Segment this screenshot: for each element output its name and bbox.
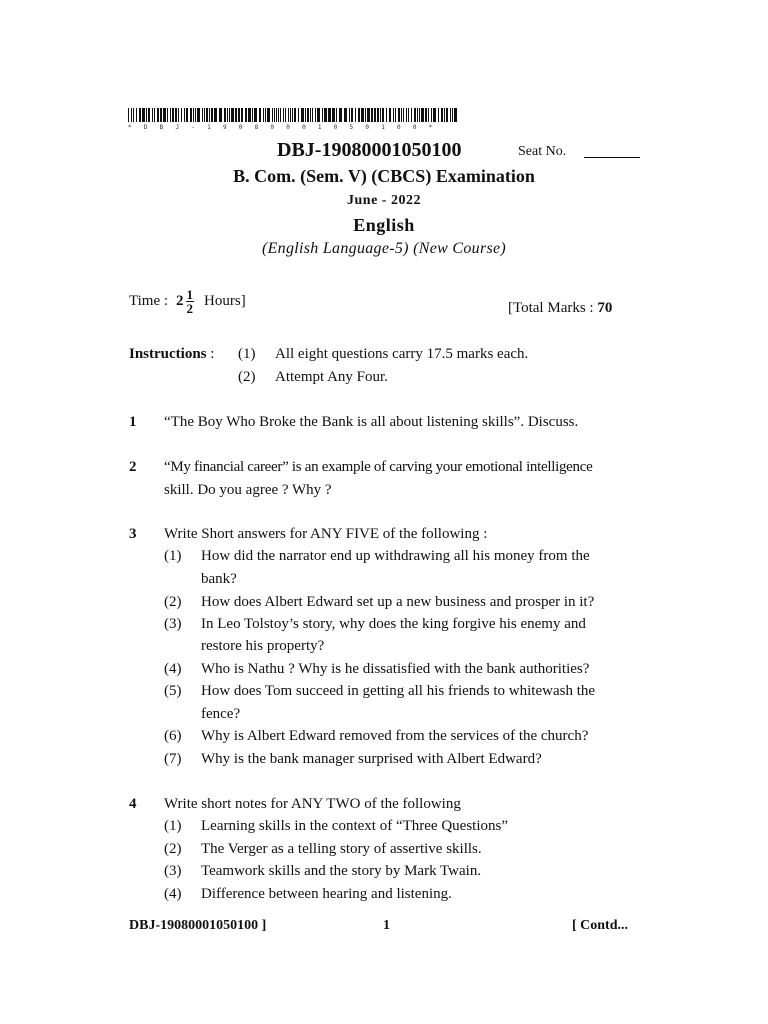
sub-question-text: restore his property? [201,638,325,654]
sub-question-text: Teamwork skills and the story by Mark Twain. [201,863,482,879]
barcode-bar [288,108,289,122]
barcode-bar [428,108,429,122]
barcode-bar [152,108,153,122]
barcode-bar [452,108,453,122]
sub-question-number: (3) [164,863,182,879]
barcode-bar [361,108,364,122]
barcode-bar [186,108,188,122]
barcode-bar [450,108,451,122]
question-number: 1 [129,414,137,430]
sub-question-text: The Verger as a telling story of assertive skills. [201,841,482,857]
barcode-bar [425,108,427,122]
barcode-bar [355,108,356,122]
marks-value: 70 [597,300,613,316]
question-number: 3 [129,526,137,542]
instructions-label: Instructions [129,346,207,362]
barcode-bar [265,108,266,122]
barcode-bar [290,108,291,122]
barcode-bar [280,108,281,122]
sub-question-text: bank? [201,571,237,587]
barcode-bar [411,108,412,122]
barcode-bar [441,108,443,122]
instruction-text: Attempt Any Four. [275,369,388,385]
barcode-bar [184,108,185,122]
barcode-bar [259,108,261,122]
barcode-bar [344,108,347,122]
barcode-bar [406,108,407,122]
barcode-bar [278,108,279,122]
sub-question-text: fence? [201,706,241,722]
barcode-bar [128,108,129,122]
barcode-bar [252,108,253,122]
barcode-bar [367,108,370,122]
barcode-bar [386,108,387,122]
barcode-bar [276,108,277,122]
seat-label: Seat No. [518,144,567,159]
instruction-num: (2) [238,369,256,385]
barcode-bar [219,108,222,122]
instructions-colon: : [210,346,215,362]
footer-page-number: 1 [383,918,390,933]
barcode-bar [285,108,286,122]
barcode-bar [274,108,275,122]
barcode-bar [382,108,384,122]
barcode-bar [160,108,162,122]
paper-code: DBJ-19080001050100 [277,139,462,161]
barcode-bar [322,108,323,122]
barcode-bar [211,108,213,122]
barcode-bar [227,108,228,122]
barcode-bar [204,108,205,122]
barcode-bar [324,108,327,122]
barcode-bar [393,108,394,122]
barcode-bar [181,108,182,122]
barcode-bar [263,108,264,122]
sub-question-text: Why is the bank manager surprised with Albert Edward? [201,751,542,767]
sub-question-number: (6) [164,728,182,744]
barcode-bar [170,108,171,122]
barcode-bar [175,108,177,122]
barcode-bar [336,108,337,122]
barcode-bar [235,108,237,122]
barcode-bar [157,108,159,122]
time-numerator: 1 [186,287,194,302]
time-allowed [129,288,246,315]
barcode-bar [190,108,192,122]
barcode-bar [254,108,257,122]
barcode-bar [298,108,299,122]
sub-question-number: (4) [164,661,182,677]
barcode-bar [229,108,230,122]
barcode-bar [438,108,439,122]
barcode-bar [312,108,313,122]
sub-question-number: (2) [164,841,182,857]
barcode-bar [167,108,168,122]
barcode-bar [305,108,306,122]
subject-title: English [353,215,415,235]
barcode-bar [414,108,416,122]
barcode-bar [365,108,366,122]
exam-title: B. Com. (Sem. V) (CBCS) Examination [233,166,535,186]
barcode-bar [209,108,210,122]
sub-question-number: (1) [164,548,182,564]
barcode-bar [154,108,155,122]
barcode-bar [398,108,400,122]
barcode-bar [163,108,166,122]
barcode-bar [371,108,373,122]
barcode-bar [178,108,179,122]
barcode-bar [283,108,284,122]
barcode-bar [133,108,134,122]
time-whole: 2 [176,293,184,309]
sub-question-text: In Leo Tolstoy’s story, why does the king forgive his enemy and [201,616,586,632]
barcode-bar [241,108,243,122]
barcode-bar [231,108,234,122]
sub-question-text: Who is Nathu ? Why is he dissatisfied with the bank authorities? [201,661,590,677]
barcode-bar [349,108,350,122]
barcode-bar [395,108,396,122]
question-number: 2 [129,459,137,475]
barcode-bar [307,108,309,122]
barcode-bar [292,108,293,122]
barcode-bar [421,108,424,122]
footer-paper-code: DBJ-19080001050100 ] [129,918,267,933]
total-marks [508,300,612,317]
sub-question-number: (5) [164,683,182,699]
barcode-bar [224,108,226,122]
barcode-bar [332,108,335,122]
course-title: (English Language-5) (New Course) [261,240,507,257]
barcode-bar [358,108,360,122]
barcode-bar [248,108,251,122]
barcode-bar [142,108,145,122]
seat-number-blank [584,157,640,158]
barcode-bar [374,108,376,122]
question-text: skill. Do you agree ? Why ? [164,482,332,498]
barcode-bar [433,108,436,122]
barcode-bar [454,108,457,122]
barcode-bar [419,108,420,122]
instructions [129,346,214,363]
barcode-bar [401,108,402,122]
barcode-bar [315,108,316,122]
barcode-bar [444,108,445,122]
instruction-text: All eight questions carry 17.5 marks each. [275,346,529,362]
barcode-bar [136,108,137,122]
time-suffix: Hours] [204,293,246,309]
footer-contd: [ Contd... [572,918,629,933]
barcode-bar [408,108,409,122]
question-number: 4 [129,796,137,812]
barcode-bar [431,108,432,122]
barcode-bar [272,108,273,122]
exam-date: June - 2022 [347,193,421,208]
time-fraction [186,288,195,315]
sub-question-number: (2) [164,594,182,610]
barcode-bar [202,108,203,122]
barcode-bar [148,108,150,122]
sub-question-text: Learning skills in the context of “Three Questions” [201,818,508,834]
marks-label: [Total Marks : [508,300,594,316]
barcode-bar [294,108,296,122]
barcode-bar [301,108,304,122]
time-prefix: Time : [129,293,169,309]
sub-question-text: Why is Albert Edward removed from the services of the church? [201,728,589,744]
sub-question-number: (1) [164,818,182,834]
barcode-bar [146,108,147,122]
barcode-bar [317,108,320,122]
barcode-bar [380,108,381,122]
sub-question-text: Difference between hearing and listening. [201,886,452,902]
barcode-bar [172,108,174,122]
barcode-bar [351,108,353,122]
barcode-bar [214,108,217,122]
barcode-bar [238,108,240,122]
sub-question-text: How did the narrator end up withdrawing all his money from the [201,548,590,564]
barcode [128,108,458,122]
barcode-bar [267,108,270,122]
question-text: Write short notes for ANY TWO of the following [164,796,461,812]
barcode-text: * D B J - 1 9 0 8 0 0 0 1 0 5 0 1 0 0 * [128,124,437,131]
time-denominator: 2 [186,301,194,316]
barcode-bar [206,108,208,122]
barcode-bar [310,108,311,122]
sub-question-number: (3) [164,616,182,632]
barcode-bar [245,108,247,122]
barcode-bar [131,108,132,122]
barcode-bar [417,108,418,122]
barcode-bar [403,108,404,122]
barcode-bar [389,108,391,122]
barcode-bar [377,108,379,122]
barcode-bar [139,108,141,122]
barcode-bar [193,108,194,122]
sub-question-number: (7) [164,751,182,767]
question-text: “The Boy Who Broke the Bank is all about listening skills”. Discuss. [164,414,579,430]
barcode-bar [328,108,331,122]
sub-question-number: (4) [164,886,182,902]
sub-question-text: How does Tom succeed in getting all his friends to whitewash the [201,683,596,699]
sub-question-text: How does Albert Edward set up a new business and prosper in it? [201,594,595,610]
instruction-num: (1) [238,346,256,362]
barcode-bar [339,108,342,122]
barcode-bar [195,108,196,122]
barcode-bar [197,108,200,122]
question-text: Write Short answers for ANY FIVE of the following : [164,526,488,542]
question-text: “My financial career” is an example of carving your emotional intelligence [164,459,593,475]
barcode-bar [446,108,448,122]
